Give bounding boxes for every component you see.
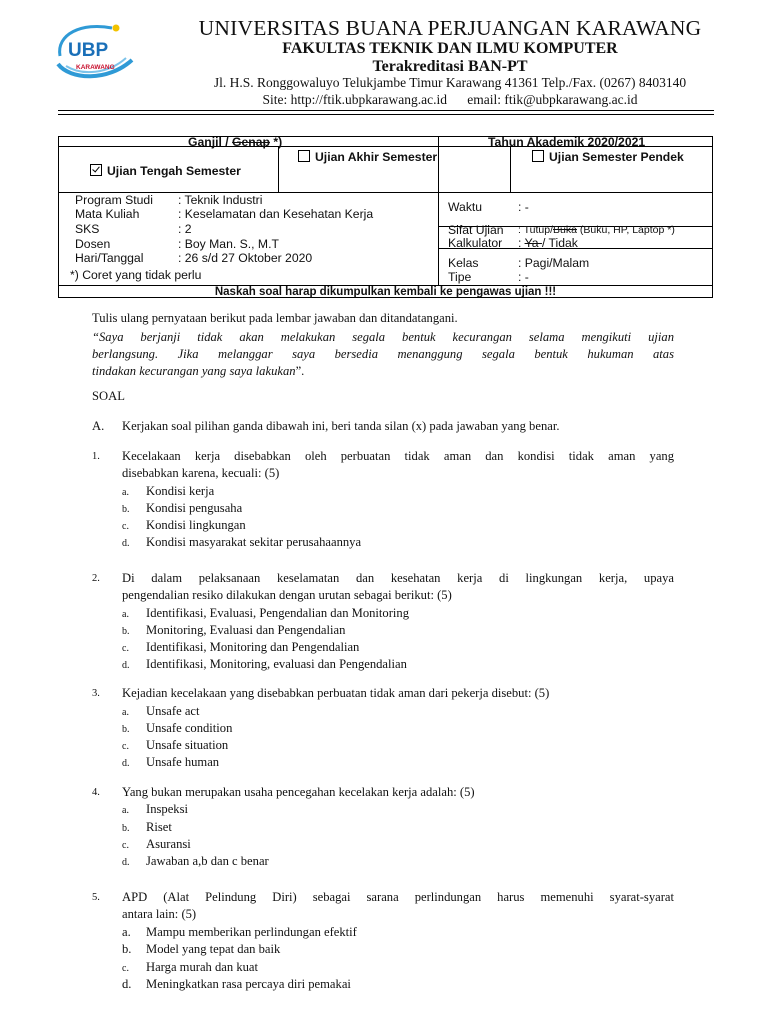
row-value: : Boy Man. S., M.T — [178, 237, 279, 251]
row-label: Hari/Tanggal — [75, 251, 144, 265]
row-label: SKS — [75, 222, 100, 236]
tipe-label: Tipe — [448, 270, 472, 284]
semester-label: Ganjil / Genap *) — [188, 135, 283, 149]
option[interactable]: c. Harga murah dan kuat — [122, 960, 259, 974]
university-logo — [52, 20, 138, 82]
checkbox-icon[interactable] — [532, 150, 544, 162]
option[interactable]: c. Asuransi — [122, 837, 191, 851]
footnote: *) Coret yang tidak perlu — [70, 268, 202, 282]
option[interactable]: a. Unsafe act — [122, 704, 200, 718]
option[interactable]: d. Meningkatkan rasa percaya diri pemakai — [122, 977, 351, 991]
option[interactable]: b. Model yang tepat dan baik — [122, 942, 281, 956]
accreditation: Terakreditasi BAN-PT — [372, 58, 528, 75]
faculty-name: FAKULTAS TEKNIK DAN ILMU KOMPUTER — [282, 40, 618, 57]
option[interactable]: d. Kondisi masyarakat sekitar perusahaannya — [122, 535, 362, 549]
tipe-value: : - — [518, 270, 529, 284]
academic-year: Tahun Akademik 2020/2021 — [488, 135, 646, 149]
option[interactable]: b. Unsafe condition — [122, 721, 233, 735]
submission-notice: Naskah soal harap dikumpulkan kembali ke pengawas ujian !!! — [214, 286, 557, 298]
checkbox-checked-icon[interactable] — [90, 164, 102, 176]
address: Jl. H.S. Ronggowaluyo Telukjambe Timur Karawang 41361 Telp./Fax. (0267) 8403140 — [213, 75, 687, 90]
option[interactable]: a. Kondisi kerja — [122, 484, 215, 498]
email-link[interactable]: email: ftik@ubpkarawang.ac.id — [467, 92, 638, 107]
option[interactable]: d. Identifikasi, Monitoring, evaluasi dan Pengendalian — [122, 657, 407, 671]
exam-info-box — [58, 136, 713, 298]
site-link[interactable]: Site: http://ftik.ubpkarawang.ac.id — [262, 92, 447, 107]
option[interactable]: a. Identifikasi, Evaluasi, Pengendalian dan Monitoring — [122, 606, 410, 620]
row-value: : 26 s/d 27 Oktober 2020 — [178, 251, 313, 265]
university-name: UNIVERSITAS BUANA PERJUANGAN KARAWANG — [198, 16, 702, 40]
row-value: : Keselamatan dan Kesehatan Kerja — [178, 207, 374, 221]
kelas-label: Kelas — [448, 256, 479, 270]
option[interactable]: c. Identifikasi, Monitoring dan Pengendalian — [122, 640, 360, 654]
exam-uts-option[interactable]: Ujian Tengah Semester — [90, 164, 241, 177]
kalkulator-label: Kalkulator — [448, 236, 503, 250]
row-label: Dosen — [75, 237, 111, 251]
option[interactable]: b. Kondisi pengusaha — [122, 501, 243, 515]
row-label: Program Studi — [75, 193, 153, 207]
sifat-value: : Tutup/Buka (Buku, HP, Laptop *) — [518, 224, 675, 236]
option[interactable]: c. Kondisi lingkungan — [122, 518, 246, 532]
section-a: A. Kerjakan soal pilihan ganda dibawah ini, beri tanda silan (x) pada jawaban yang benar. — [92, 419, 560, 433]
option[interactable]: b. Riset — [122, 820, 172, 834]
oath-line: berlangsung. Jika melanggar saya bersedia menanggung segala bentuk hukuman atas — [92, 347, 674, 361]
kelas-value: : Pagi/Malam — [518, 256, 590, 270]
waktu-value: : - — [518, 200, 529, 214]
oath-line: “Saya berjanji tidak akan melakukan segala bentuk kecurangan selama mengikuti ujian — [92, 330, 674, 344]
option[interactable]: d. Jawaban a,b dan c benar — [122, 854, 269, 868]
oath-line: tindakan kecurangan yang saya lakukan”. — [92, 364, 305, 378]
instruction-line: Tulis ulang pernyataan berikut pada lembar jawaban dan ditandatangani. — [92, 311, 458, 325]
waktu-label: Waktu — [448, 200, 483, 214]
option[interactable]: a. Mampu memberikan perlindungan efektif — [122, 925, 357, 939]
checkbox-icon[interactable] — [298, 150, 310, 162]
row-value: : Teknik Industri — [178, 193, 263, 207]
exam-uas-option[interactable]: Ujian Akhir Semester — [298, 150, 437, 163]
svg-text:UBP: UBP — [68, 40, 109, 61]
kalkulator-value: : Ya / Tidak — [518, 236, 578, 250]
option[interactable]: d. Unsafe human — [122, 755, 220, 769]
site-email-line — [150, 93, 750, 107]
row-value: : 2 — [178, 222, 192, 236]
option[interactable]: b. Monitoring, Evaluasi dan Pengendalian — [122, 623, 346, 637]
option[interactable]: c. Unsafe situation — [122, 738, 229, 752]
row-label: Mata Kuliah — [75, 207, 140, 221]
exam-usp-option[interactable]: Ujian Semester Pendek — [532, 150, 684, 163]
header-rule-thin — [58, 114, 714, 115]
option[interactable]: a. Inspeksi — [122, 802, 188, 816]
soal-heading: SOAL — [92, 389, 125, 403]
svg-text:KARAWANG: KARAWANG — [76, 64, 115, 71]
sifat-label: Sifat Ujian — [448, 223, 504, 237]
header-rule — [58, 110, 714, 111]
